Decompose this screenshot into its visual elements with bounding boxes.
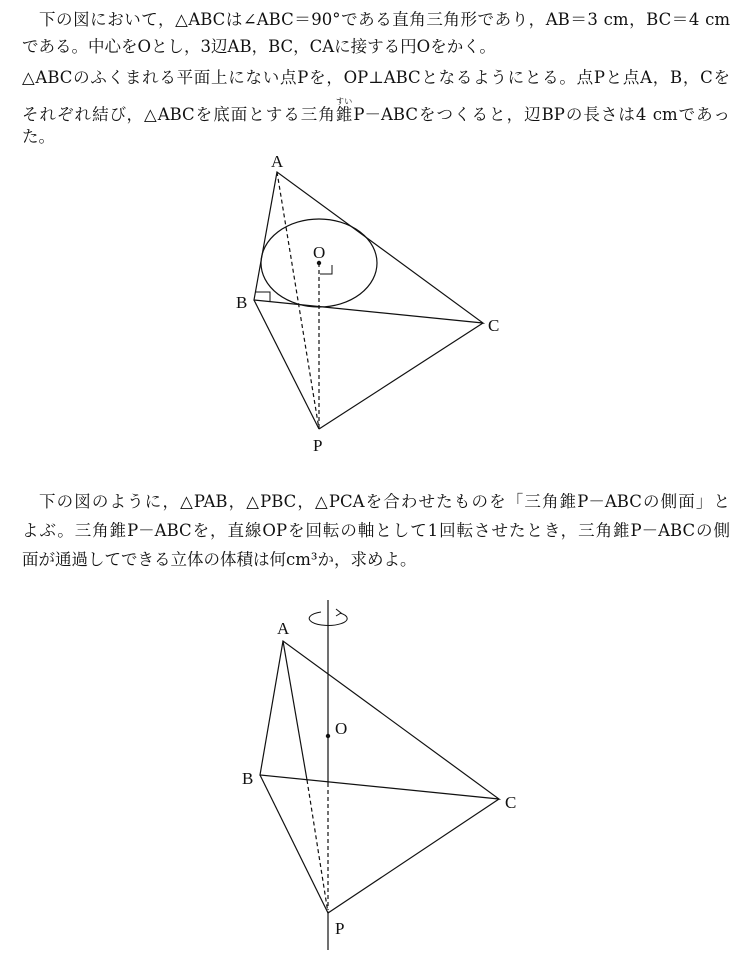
text-segment: それぞれ結び，△ABCを底面とする三角 <box>22 105 336 124</box>
label-b: B <box>236 293 248 312</box>
text-line: 下の図のように，△PAB，△PBC，△PCAを合わせたものを「三角錐P－ABCの側面」と <box>39 492 730 511</box>
text-line: た。 <box>22 127 55 146</box>
label-b: B <box>242 769 254 788</box>
label-o: O <box>313 243 326 262</box>
label-a: A <box>277 619 290 638</box>
edge-bp <box>254 300 319 429</box>
right-angle-mark-o <box>320 265 332 274</box>
text-line: 面が通過してできる立体の体積は何cm³か，求めよ。 <box>22 550 417 569</box>
figure2-rotation <box>242 600 516 950</box>
edge-cp <box>328 799 499 913</box>
text-line: 下の図において，△ABCは∠ABC＝90°である直角三角形であり，AB＝3 cm，BC＝4 cm <box>39 10 730 29</box>
point-o <box>326 734 330 738</box>
label-p: P <box>313 436 323 455</box>
label-c: C <box>505 793 517 812</box>
text-segment: P－ABCをつくると，辺BPの長さは4 cmであっ <box>353 105 730 124</box>
ruby-reading: すい <box>335 97 353 106</box>
text-line: である。中心をOとし，3辺AB，BC，CAに接する円Oをかく。 <box>22 37 496 56</box>
label-p: P <box>335 919 345 938</box>
ruby-base: 錐 <box>335 105 354 124</box>
rotation-arrowhead <box>336 609 341 616</box>
text-line: よぶ。三角錐P－ABCを，直線OPを回転の軸として1回転させたとき，三角錐P－ABCの側 <box>22 521 730 540</box>
text-line: △ABCのふくまれる平面上にない点Pを，OP⊥ABCとなるようにとる。点Pと点A，B，Cを <box>22 68 730 87</box>
edge-ap-hidden <box>277 172 319 429</box>
edge-bp <box>260 775 328 913</box>
label-a: A <box>271 152 284 171</box>
edge-ap-hidden <box>307 780 328 913</box>
edge-ap-visible <box>283 641 307 780</box>
triangle-abc <box>260 641 499 799</box>
edge-cp <box>319 323 483 429</box>
figure1-pyramid-with-incircle <box>236 152 499 455</box>
label-o: O <box>335 719 348 738</box>
label-c: C <box>488 316 500 335</box>
